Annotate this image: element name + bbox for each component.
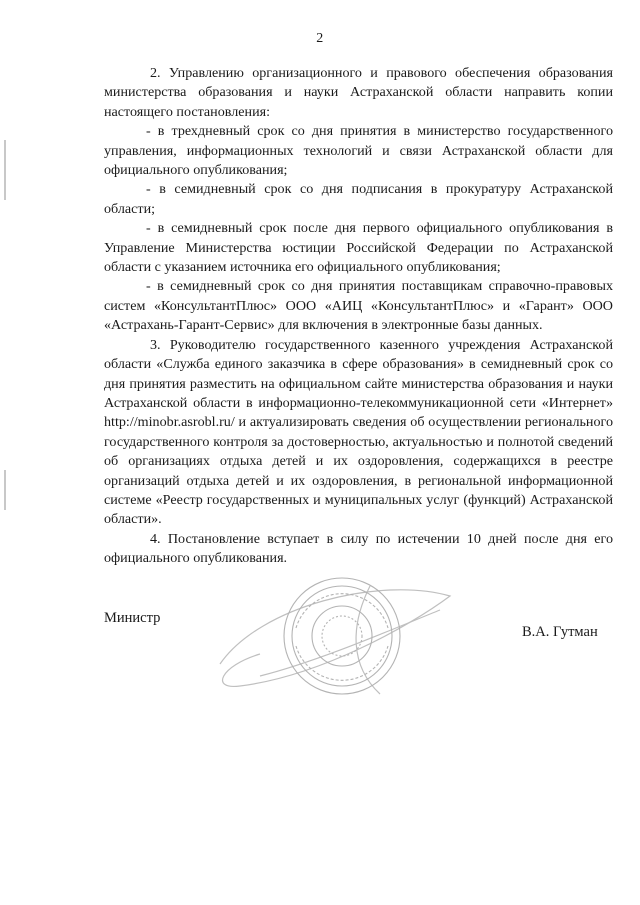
- document-body: [104, 64, 613, 569]
- official-seal-and-signature: [200, 566, 460, 706]
- list-item-ministry-publication: - в трехдневный срок со дня принятия в министерство государственного управления, информационных технологий и связи Астраханской области для официального опубликования;: [104, 123, 613, 179]
- scan-edge-mark: [4, 470, 6, 510]
- signatory-name: В.А. Гутман: [522, 624, 598, 640]
- paragraph-entry-into-force: 4. Постановление вступает в силу по истечении 10 дней после дня его официального опубликования.: [104, 530, 613, 567]
- signatory-position: Министр: [104, 610, 161, 626]
- scan-edge-mark: [4, 140, 6, 200]
- list-item-legal-reference-systems: - в семидневный срок со дня принятия поставщикам справочно-правовых систем «КонсультантПлюс» ООО «АИЦ «КонсультантПлюс» и «Гарант» ООО «Астрахань-Гарант-Сервис» для включения в электронные базы данных.: [104, 278, 613, 334]
- list-item-ministry-of-justice: - в семидневный срок после дня первого официального опубликования в Управление Министерства юстиции Российской Федерации по Астраханской области с указанием источника его официального опубликования;: [104, 220, 613, 276]
- paragraph-website-publication: 3. Руководителю государственного казенного учреждения Астраханской области «Служба единого заказчика в сфере образования» в семидневный срок со дня принятия разместить на официальном сайте министерства образования и науки Астраханской области в информационно-телекоммуникационной сети «Интернет» http://minobr.asrobl.ru/ и актуализировать сведения об осуществлении регионального государственного контроля за достоверностью, актуальностью и полнотой сведений об организациях отдыха детей и их оздоровления, содержащихся в реестре организаций отдыха детей и их оздоровления, в региональной информационной системе «Реестр государственных и муниципальных услуг (функций) Астраханской области».: [104, 336, 613, 528]
- page-number: 2: [316, 31, 324, 46]
- list-item-prosecutor: - в семидневный срок со дня подписания в прокуратуру Астраханской области;: [104, 181, 613, 217]
- paragraph-copies-distribution: 2. Управлению организационного и правового обеспечения образования министерства образования и науки Астраханской области направить копии настоящего постановления:: [104, 65, 613, 120]
